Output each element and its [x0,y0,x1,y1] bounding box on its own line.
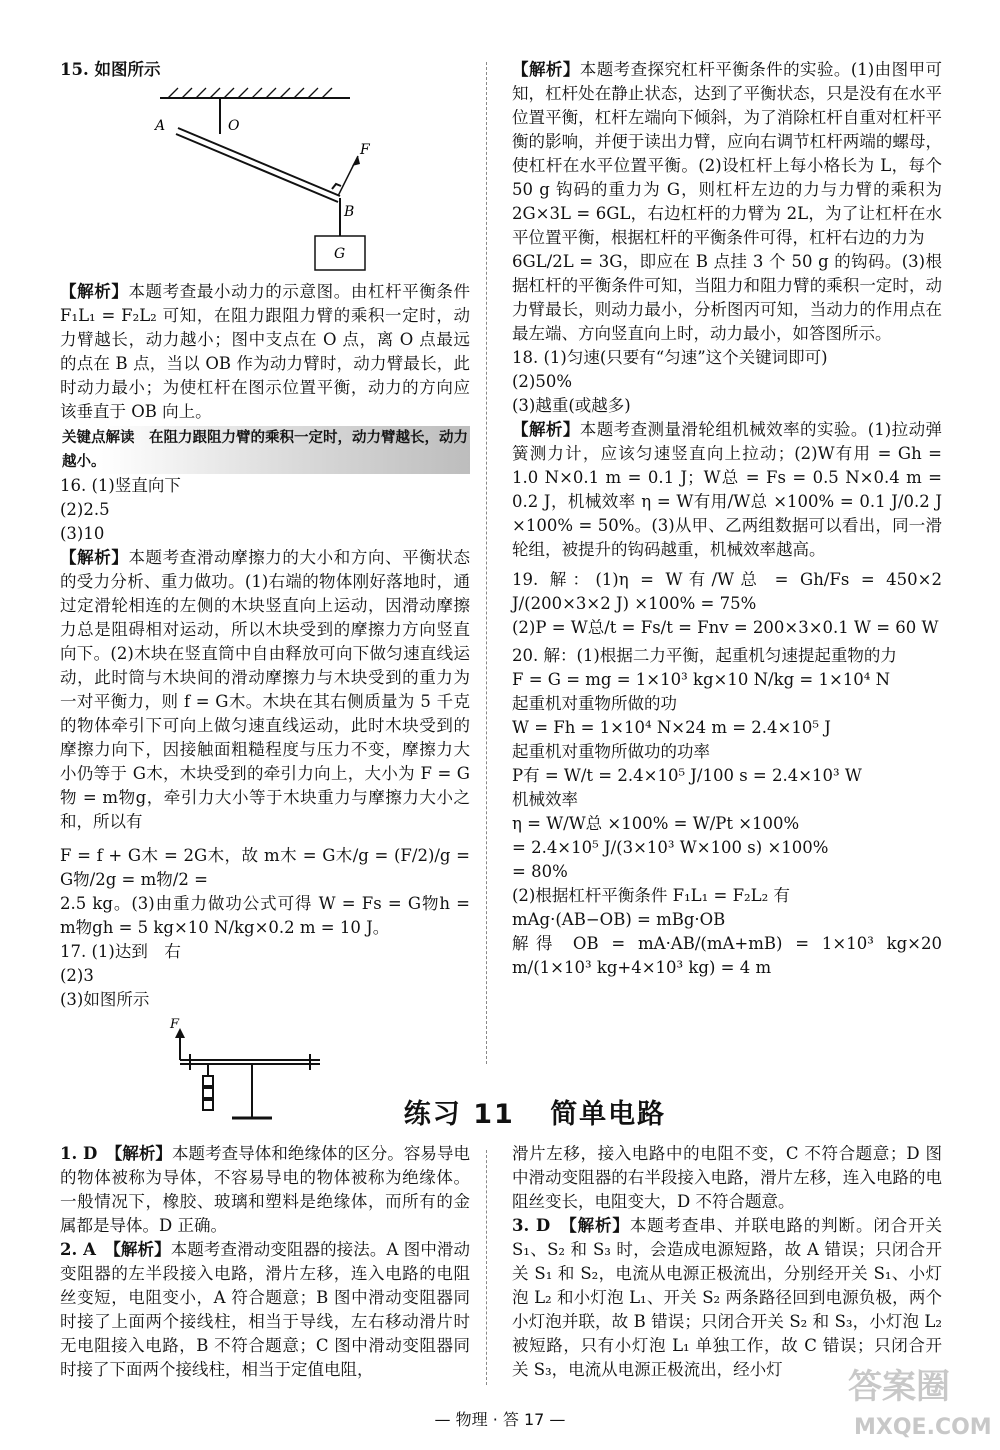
left-column [60,58,470,1134]
q18-answer-1: 18. (1)匀速(只要有“匀速”这个关键词即可) [512,348,828,367]
q2-analysis: 本题考查滑动变阻器的接法。A 图中滑动变阻器的左半段接入电路，滑片左移，连入电路的电阻丝变短，电阻变小，A 符合题意；B 图中滑动变阻器同时接了上面两个接线柱，相当于导线，左右移动滑片时无电阻接入电路，B 不符合题意；C 图中滑动变阻器同时接了下面两个接线柱，相当于定值电阻， [60,1240,471,1379]
q16-answer-2: (2)2.5 [60,500,110,519]
bottom-left-column [60,1142,470,1382]
key-point-text: 在阻力跟阻力臂的乘积一定时，动力臂越长，动力越小。 [62,430,468,470]
q20-line-12: mAg·(AB−OB) = mBg·OB [512,910,726,929]
q19-line-2: (2)P = W总/t = Fs/t = Fnv = 200×3×0.1 W = 60 W [512,618,939,637]
lever-figure-15 [120,86,370,276]
analysis-tag: 【解析】 [512,420,580,439]
q15-analysis [60,280,470,424]
key-point-label: 关键点解读 [62,430,135,446]
q20-line-6: P有 = W/t = 2.4×10⁵ J/100 s = 2.4×10³ W [512,766,862,785]
label-o: O [228,118,240,134]
q20-line-5: 起重机对重物所做功的功率 [512,742,710,761]
watermark-logo [844,1354,994,1444]
q16-equation: F = f + G木 = 2G木，故 m木 = G木/g = (F/2)/g = G物/2g = m物/2 = [60,846,470,889]
q19-line-1: 19. 解：(1)η = W有/W总 = Gh/Fs = 450×2 J/(200×3×2 J) ×100% = 75% [512,570,942,613]
q18-answer-2: (2)50% [512,372,573,391]
q17-analysis-text: 本题考查探究杠杆平衡条件的实验。(1)由图甲可知，杠杆处在静止状态，达到了平衡状态，只是没有在水平位置平衡，杠杆左端向下倾斜，为了消除杠杆自重对杠杆平衡的影响，并便于读出力臂，应向右调节杠杆两端的螺母，使杠杆在水平位置平衡。(2)设杠杆上每小格长为 L，每个 50 g 钩码的重力为 G，则杠杆左边的力与力臂的乘积为 2G×3L = 6GL，右边杠杆的力臂为 2L，为了让杠杆在水平位置平衡，根据杠杆的平衡条件可得，杠杆右边的力为 [512,60,943,247]
q18-answer-3: (3)越重(或越多) [512,396,631,415]
q1-answer: 1. D [60,1144,98,1163]
q1 [60,1142,470,1238]
q16-analysis [60,546,470,834]
q1-analysis: 本题考查导体和绝缘体的区分。容易导电的物体被称为导体，不容易导电的物体被称为绝缘体。一般情况下，橡胶、玻璃和塑料是绝缘体，而所有的金属都是导体。D 正确。 [60,1144,471,1235]
column-divider [486,62,487,1064]
q15-analysis-text: 本题考查最小动力的示意图。由杠杆平衡条件 F₁L₁ = F₂L₂ 可知，在阻力跟阻力臂的乘积一定时，动力臂越长，动力越小；图中支点在 O 点，离 O 点最远的点在 B 点，当以 OB 作为动力臂时，动力臂最长，此时动力最小；为使杠杆在图示位置平衡，动力的方向应该垂直于 OB 向上。 [60,282,471,421]
q2-continued: 滑片左移，接入电路中的电阻不变，C 不符合题意；D 图中滑动变阻器的右半段接入电路，滑片左移，连入电路的电阻丝变长，电阻变大，D 不符合题意。 [512,1144,942,1211]
label-f: F [360,142,370,158]
analysis-tag: 【解析】 [568,1216,630,1235]
watermark-line-1: 答案圈 [848,1367,950,1407]
q3-analysis: 本题考查串、并联电路的判断。闭合开关 S₁、S₂ 和 S₃ 时，会造成电源短路，故 A 错误；只闭合开关 S₁ 和 S₂，电流从电源正极流出，分别经开关 S₁、小灯泡 L₂ 和小灯泡 L₁、开关 S₂ 两条路径回到电源负极，两个小灯泡并联，故 B 错误；只闭合开关 S₂ 和 S₃，小灯泡 L₂ 被短路，只有小灯泡 L₁ 单独工作，故 C 错误；只闭合开关 S₃，电流从电源正极流出，经小灯 [512,1216,943,1379]
q17-analysis [512,58,942,250]
q2 [60,1238,470,1382]
q3-answer: 3. D [512,1216,551,1235]
analysis-tag: 【解析】 [512,60,580,79]
label-f17: F [170,1017,180,1032]
q20-line-2: F = G = mg = 1×10³ kg×10 N/kg = 1×10⁴ N [512,670,891,689]
section-name: 简单电路 [550,1099,667,1130]
q20-line-7: 机械效率 [512,790,578,809]
q16-answer-3: (3)10 [60,524,105,543]
analysis-tag: 【解析】 [60,282,129,301]
q20-line-10: = 80% [512,862,568,881]
section-number: 练习 11 [403,1099,515,1130]
q18-analysis [512,418,942,562]
label-b: B [344,204,355,220]
q16-answer-1: 16. (1)竖直向下 [60,476,181,495]
analysis-tag: 【解析】 [60,548,129,567]
label-a: A [155,118,166,134]
watermark-line-2: MXQE.COM [854,1415,992,1440]
q17-answer-2: (2)3 [60,966,94,985]
q20-line-13: 解得 OB = mA·AB/(mA+mB) = 1×10³ kg×20 m/(1×10³ kg+4×10³ kg) = 4 m [512,934,942,977]
analysis-tag: 【解析】 [113,1144,172,1163]
q20-line-1: 20. 解：(1)根据二力平衡，起重机匀速提起重物的力 [512,646,897,665]
q20-line-9: = 2.4×10⁵ J/(3×10³ W×100 s) ×100% [512,838,829,857]
q16-analysis-text: 本题考查滑动摩擦力的大小和方向、平衡状态的受力分析、重力做功。(1)右端的物体刚好落地时，通过定滑轮相连的左侧的木块竖直向上运动，因滑动摩擦力总是阻碍相对运动，所以木块受到的摩擦力方向竖直向下。(2)木块在竖直筒中自由释放可向下做匀速直线运动，此时筒与木块间的滑动摩擦力与木块受到的重力为一对平衡力，则 f = G木。木块在其右侧质量为 5 千克的物体牵引下可向上做匀速直线运动，此时木块受到的摩擦力向下，因接触面粗糙程度与压力不变，摩擦力大小仍等于 G木，木块受到的牵引力向上，大小为 F = G物 = m物g，牵引力大小等于木块重力与摩擦力大小之和，所以有 [60,548,471,831]
q20-line-11: (2)根据杠杆平衡条件 F₁L₁ = F₂L₂ 有 [512,886,790,905]
right-column [512,58,942,980]
q15-head: 15. 如图所示 [60,60,161,79]
column-divider-bottom [486,1150,487,1385]
q18-analysis-text: 本题考查测量滑轮组机械效率的实验。(1)拉动弹簧测力计，应该匀速竖直向上拉动；(2)W有用 = Gh = 1.0 N×0.1 m = 0.1 J；W总 = Fs = 0.5 N×0.4 m = 0.2 J，机械效率 η = W有用/W总 ×100% = 0.1 J/0.2 J ×100% = 50%。(3)从甲、乙两组数据可以看出，同一滑轮组，被提升的钩码越重，机械效率越高。 [512,420,943,559]
label-g: G [334,246,346,262]
q17-answer-1: 17. (1)达到 右 [60,942,181,961]
q17-equation: 6GL/2L = 3G，即应在 B 点挂 3 个 50 g 的钩码。(3)根据杠杆的平衡条件可知，当阻力和阻力臂的乘积一定时，动力臂最长，则动力最小，分析图丙可知，当动力的作用点在最左端、方向竖直向上时，动力最小，如答图所示。 [512,252,942,343]
key-point [60,426,470,474]
q2-answer: 2. A [60,1240,96,1259]
page-footer: — 物理 · 答 17 — [434,1410,566,1429]
q20-line-8: η = W/W总 ×100% = W/Pt ×100% [512,814,800,833]
q16-tail: 2.5 kg。(3)由重力做功公式可得 W = Fs = G物h = m物gh = 5 kg×10 N/kg×0.2 m = 10 J。 [60,894,470,937]
bottom-right-column [512,1142,942,1382]
q20-line-4: W = Fh = 1×10⁴ N×24 m = 2.4×10⁵ J [512,718,831,737]
q17-answer-3: (3)如图所示 [60,990,150,1009]
section-title [0,1092,1000,1131]
analysis-tag: 【解析】 [112,1240,171,1259]
q20-line-3: 起重机对重物所做的功 [512,694,677,713]
